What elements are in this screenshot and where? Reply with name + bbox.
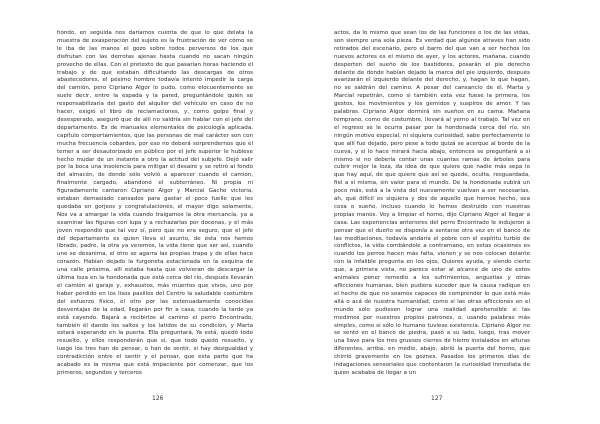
- left-page-body-text: hondo, en seguida nos daríamos cuenta de que lo que delata la muestra de exasperación del sujeto es la frustración de ver cómo se le iba de las manos el gozo sobre todos perversos de los que disfrutan con las derrotas ajenas hasta cuando no sacan ningún provecho de ellas. Con el pretexto de que pasarían horas haciendo el trabajo y de que estaban dificultando las descargas de otros abastecedores, el pésimo hombre todavía intentó impedir la carga del camión, pero Cipriano Algor lo pudo, como elocuentemente se suele decir, entre la espada y la pared, preguntándole quién se responsabilizaría del gasto del alquiler del vehículo en caso de no hacer, exigió el libro de reclamaciones, y, como golpe final y desesperado, aseguró que de allí no saldría sin hablar con el jefe del departamento. Es de manuales elementales de psicología aplicada, capítulo comportamientos, que las personas de mal carácter son con mucha frecuencia cobardes, por eso no deberá sorprendernos que el temer a ser desautorizado en público por el jefe superior le hubiese hecho mudar de un instante a otro la actitud del subjefe. Dejó salir por la boca una insolencia para mitigar el desaire y se retiró al fondo del almacén, de donde sólo volvió a aparecer cuando el camión, finalmente cargado, abandonó el subterráneo. Ni propia ni figuradamente cantaron Cipriano Algor y Marcial Gacho victoria, estaban demasiado cansados para gastar el poco fuelle que les quedaba en gorjeos y congratulaciones, el mayor digo solamente, Nos va a amargar la vida cuando traigamos la otra mercancía, ya a examinar las figuras con lupa y a rechazarlas por docenas, y el más joven respondió que tal vez sí, pero que no era seguro, que el jefe del departamento es quien lleva el asunto, de ésta nos hemos librado, padre, la otra ya veremos, la vida tiene que ser así, cuando uno se desanima, el otro se agarra las propias trapa y de ellas hace corazón. Habían dejado la furgoneta estacionada en la esquina de una calle próxima, allí estaba hasta que volvieran de descargar la última loza en la hondonada que está cerca del río, después llevarán el camión al garaje y, exhaustos, más muertos que vivos, uno por haber perdido en los lisos pasillos del Centro la saludable costumbre del esfuerzo físico, el otro por las extenuadamente conocidas desventajas de la edad, llegarán por fin a casa, cuando la tarde ya está cayendo. Bajará a recibirlos al camino el perro Encontrado, también él dando los saltos y los latidos de su condición, y Marta estará esperando en la puerta. Ella preguntará, Ya está, quedó todo resuelto, y ellos responderán que sí, que todo quedó resuelto, y luego los tres han de pensar, o han de sentir, si hay desigualdad y contradicción entre el sentir y el pensar, que esta parte que ha acabado es la misma que está impaciente por comenzar, que los primeros, segundos y terceros: [57, 30, 253, 376]
- right-page-number: 127: [431, 395, 443, 402]
- right-page: [300, 0, 600, 424]
- left-page-number: 126: [152, 395, 164, 402]
- right-page-body-text: actos, da lo mismo que sean los de las funciones o los de las vidas, son siempre una sola pieza. Es verdad que algunos atraves han sido retirados del escenario, pero el barro del que van a ser hechos los nuevos actores es el mismo de ayer, y los actores, mañana, cuando desperten del sueño de los bastidores, posarán el pie derecho delante de donde habían dejado la marca del pie izquierdo, después avanzarán el izquierdo delante del derecho, y, hagan lo que hagan, no se saldrán del camino. A pesar del cansancio de él, Marta y Marcial repetirán, como si también esta vez fuese la primera, los gestos, los movimientos y los gemidos y suspiros de amor. Y las palabras. Cipriano Algor dormirá sin sueños en su cama. Mañana temprano, como de costumbre, llevará al yerno al trabajo. Tal vez en el regreso se le ocurra pasar por la hondonada cerca del río, sin ningún motivo especial, ni siquiera curiosidad, sabe perfectamente lo que allí fue dejado, pero pese a todo quizá se acerque al borde de la cueva, y si lo hace mirará hacia abajo, entonces se preguntará a sí mismo si no debería contar unas cuantas ramas de árboles para cubrir mejor la loza, da idea de que quiere que nadie más sepa lo que hay aquí, de que quiere que así se quede, oculta, resguardada, fiel a sí misma, sin valor para el mundo. De la hondonada subirá un poco más, está a la vista del nuevamente vuelvan a ser necesarias, ah, qué difícil es siquiera y dos de aquello que hemos hecho, sea cosa o sueño, incluso cuando lo hemos destruido con nuestras propias manos. Voy a limpiar el horno, dijo Cipriano Algor al llegar a casa. Las experiencias anteriores del perro Encontrado le indujeron a pensar que el dueño se disponía a sentarse otra vez en el banco de las meditaciones, todavía andaría el pobre con el espíritu turbio de conflictos, la vida combándole a contramano, en estas ocasiones es cuando los perros hacen más falta, vienen y se nos colocan delante con la infalible pregunta en los ojos, Quieres ayuda, y siendo cierto que, a primera vista, no parece estar al alcance de uno de estos animales poner remedio a los sufrimientos, angustias y otras aflicciones humanas, bien pudiera suceder que la causa radique en el hecho de que no seamos capaces de comprender lo que está más allá o acá de nuestra humanidad, como si las otras aflicciones en el mundo sólo pudiesen lograr una realidad aprehensible si las medimos por nuestros propios patrones, o, usando palabras más simples, como si sólo lo humano tuviese existencia. Cipriano Algor no se sentó en el banco de piedra, pasó a su lado, luego, tras mover una llave para los tres gruesos cierres de hierro instalados en alturas diferentes, arriba, en medio, abajo, abrió la puerta del horno, que chirrió gravemente en los goznes. Pasados los primeros días de indagaciones sensoriales que contentaron la curiosidad inmediata de quien acababa de llegar a un: [334, 30, 530, 376]
